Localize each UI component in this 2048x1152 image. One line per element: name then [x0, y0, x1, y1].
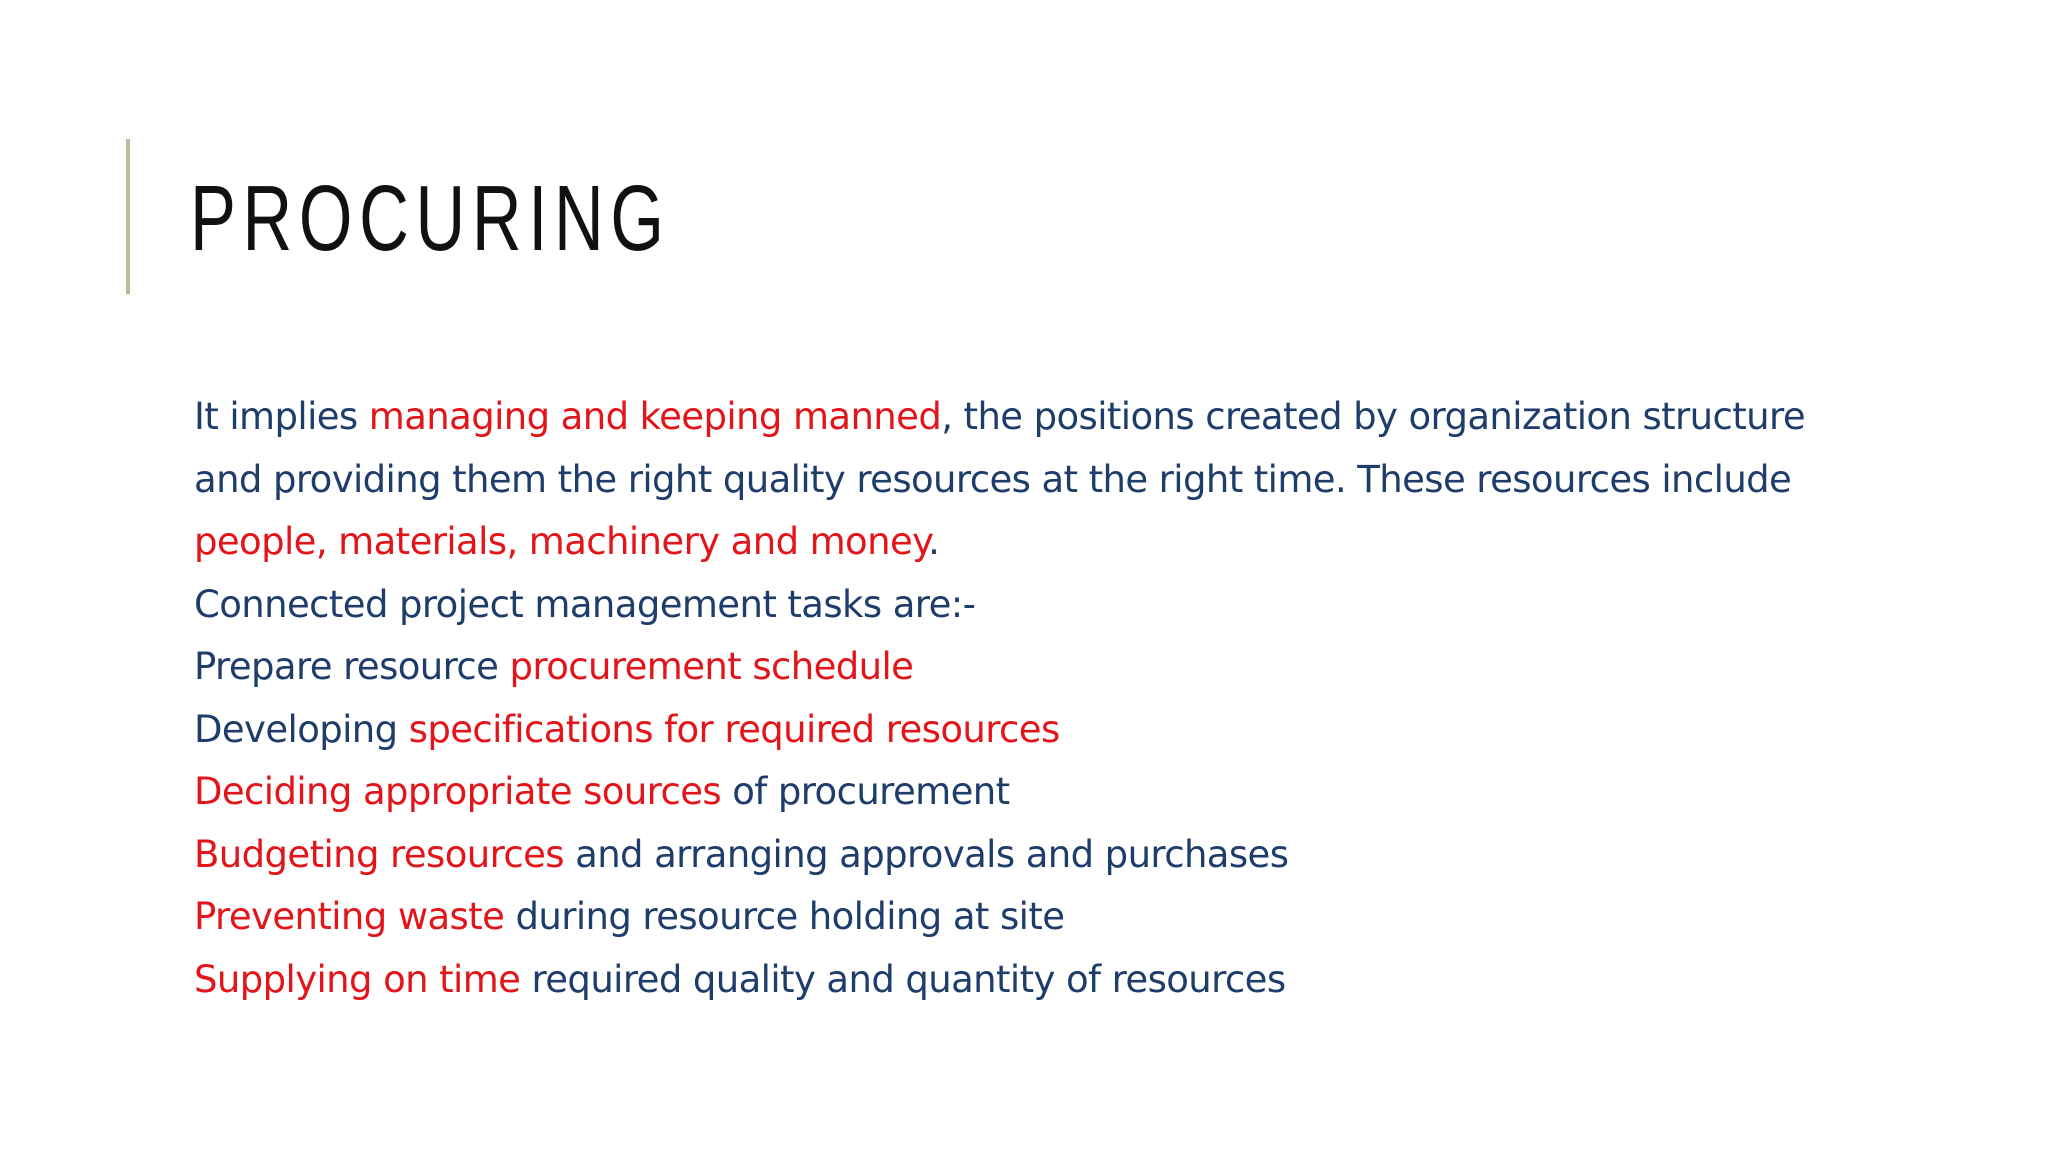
intro-line-2: and providing them the right quality resources at the right time. These resources include	[194, 457, 1792, 501]
task-highlight: Supplying on time	[194, 957, 521, 1001]
task-text: of procurement	[721, 770, 1010, 813]
intro-paragraph	[194, 386, 1834, 574]
task-highlight: Preventing waste	[194, 895, 505, 938]
intro-text: .	[928, 520, 940, 563]
task-text: Developing	[194, 707, 409, 751]
task-highlight: procurement schedule	[509, 645, 914, 688]
task-highlight: specifications for required resources	[408, 707, 1060, 751]
slide-title: PROCURING	[190, 166, 671, 270]
intro-highlight: people, materials, machinery and money	[194, 520, 929, 563]
intro-text: It implies	[194, 395, 369, 438]
task-highlight: Budgeting resources	[194, 832, 564, 876]
intro-line-1	[194, 386, 1834, 449]
intro-text: , the positions created by organization structure	[941, 395, 1805, 438]
intro-highlight: managing and keeping manned	[368, 395, 942, 438]
task-text: required quality and quantity of resources	[520, 957, 1286, 1001]
tasks-heading: Connected project management tasks are:-	[194, 582, 976, 626]
task-item	[194, 949, 1834, 1012]
task-text: during resource holding at site	[504, 895, 1065, 938]
task-item	[194, 886, 1834, 949]
intro-line-3	[194, 511, 1834, 574]
task-item	[194, 636, 1834, 699]
slide-body	[194, 386, 1834, 1011]
task-text: Prepare resource	[194, 645, 510, 688]
task-highlight: Deciding appropriate sources	[194, 770, 722, 813]
title-accent-rule	[126, 139, 130, 294]
task-item	[194, 761, 1834, 824]
task-text: and arranging approvals and purchases	[563, 832, 1289, 876]
task-item	[194, 824, 1834, 887]
task-item	[194, 699, 1834, 762]
task-list	[194, 636, 1834, 1011]
